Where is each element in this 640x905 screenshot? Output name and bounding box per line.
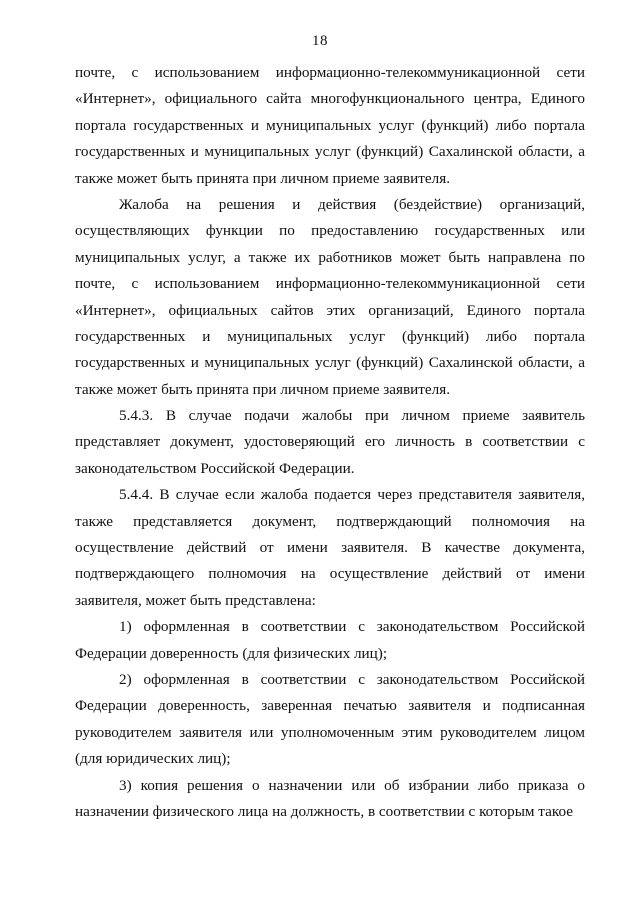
text-line: Федерации доверенность, заверенная печатью заявителя и подписанная: [75, 697, 585, 715]
text-line: портала государственных и муниципальных услуг (функций) либо портала: [75, 116, 585, 134]
text-line: также может быть принята при личном приеме заявителя.: [75, 169, 451, 187]
text-line: 5.4.4. В случае если жалоба подается через представителя заявителя,: [119, 486, 585, 504]
paragraph: [75, 614, 585, 667]
text-line: «Интернет», официальных сайтов этих организаций, Единого портала: [75, 301, 585, 319]
paragraph: [75, 60, 585, 192]
paragraph: [75, 482, 585, 614]
text-line: почте, с использованием информационно-телекоммуникационной сети: [75, 275, 585, 293]
text-line: представляет документ, удостоверяющий его личность в соответствии с: [75, 433, 585, 451]
text-line: 1) оформленная в соответствии с законодательством Российской: [119, 618, 585, 636]
text-line: государственных и муниципальных услуг (функций) Сахалинской области, а: [75, 354, 585, 372]
text-line: законодательством Российской Федерации.: [75, 459, 355, 477]
document-body: [75, 60, 585, 825]
text-line: 5.4.3. В случае подачи жалобы при личном приеме заявитель: [119, 407, 585, 425]
text-line: назначении физического лица на должность, в соответствии с которым такое: [75, 802, 573, 820]
text-line: государственных и муниципальных услуг (функций) Сахалинской области, а: [75, 143, 585, 161]
text-line: подтверждающего полномочия на осуществление действий от имени: [75, 565, 585, 583]
text-line: «Интернет», официального сайта многофункционального центра, Единого: [75, 90, 585, 108]
page-number: 18: [312, 33, 328, 49]
text-line: Федерации доверенность (для физических лиц);: [75, 644, 388, 662]
paragraph: [75, 403, 585, 482]
text-line: заявителя, может быть представлена:: [75, 591, 316, 609]
paragraph: [75, 192, 585, 403]
text-line: Жалоба на решения и действия (бездействие) организаций,: [119, 195, 585, 213]
text-line: почте, с использованием информационно-телекоммуникационной сети: [75, 64, 585, 81]
text-line: 2) оформленная в соответствии с законодательством Российской: [119, 670, 585, 688]
paragraph: [75, 773, 585, 826]
text-line: (для юридических лиц);: [75, 750, 231, 768]
text-line: осуществляющих функции по предоставлению государственных или: [75, 222, 585, 240]
text-line: муниципальных услуг, а также их работников может быть направлена по: [75, 248, 585, 266]
text-line: 3) копия решения о назначении или об избрании либо приказа о: [119, 776, 585, 794]
text-line: руководителем заявителя или уполномоченным этим руководителем лицом: [75, 723, 585, 741]
text-line: также может быть принята при личном приеме заявителя.: [75, 380, 451, 398]
paragraph: [75, 667, 585, 773]
text-line: также представляется документ, подтверждающий полномочия на: [75, 512, 585, 530]
text-line: осуществление действий от имени заявителя. В качестве документа,: [75, 539, 585, 557]
text-line: государственных и муниципальных услуг (функций) либо портала: [75, 327, 585, 345]
